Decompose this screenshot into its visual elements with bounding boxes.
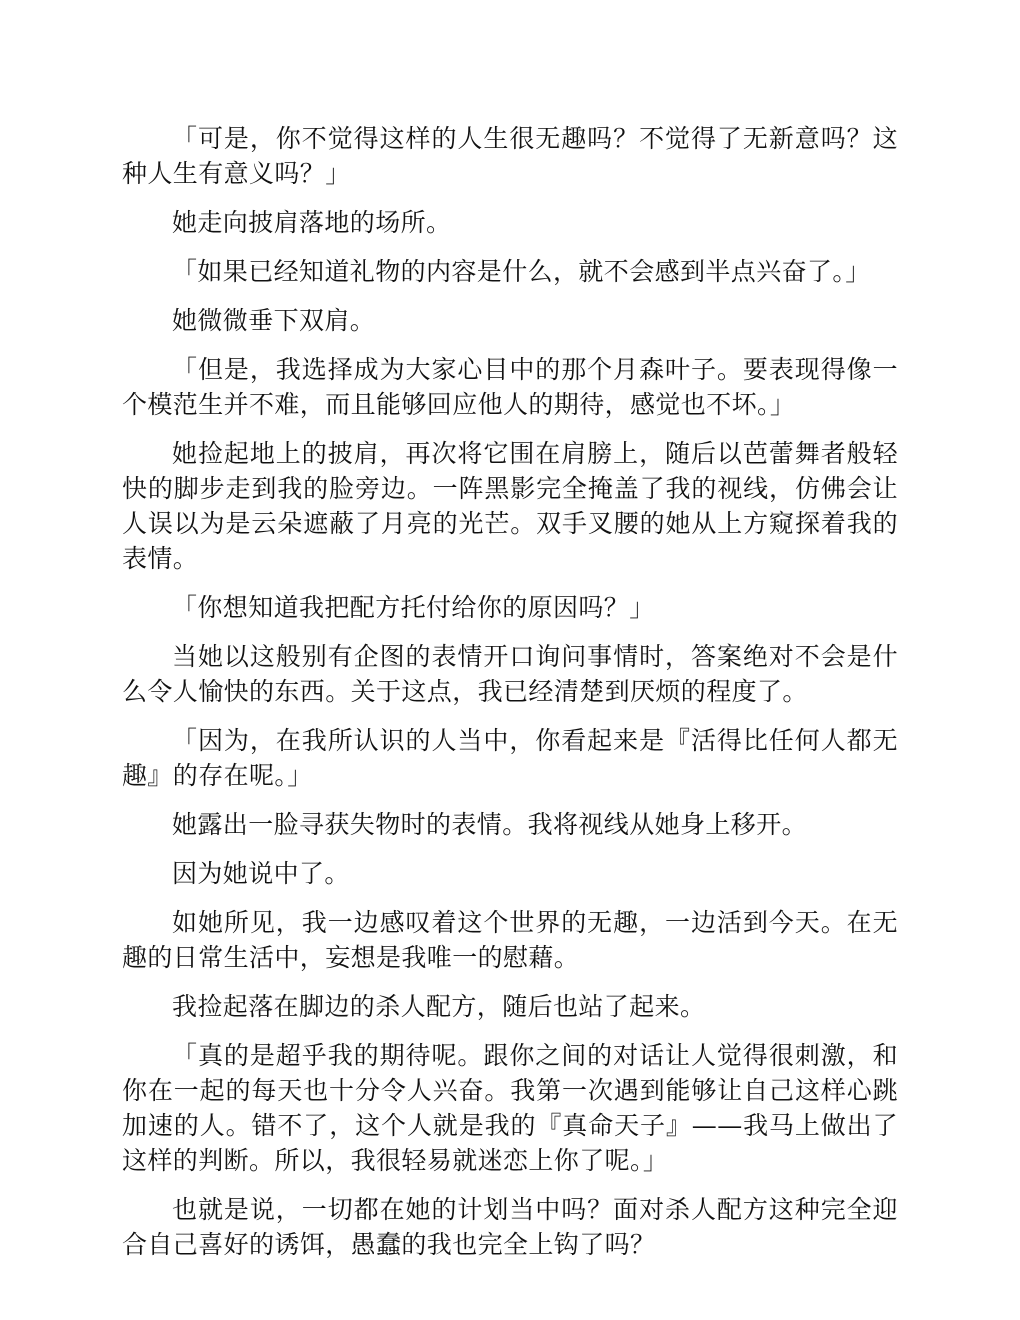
paragraph: 也就是说，一切都在她的计划当中吗？面对杀人配方这种完全迎合自己喜好的诱饵，愚蠢的我也完全上钩了吗？ (122, 1195, 898, 1259)
paragraph: 当她以这般别有企图的表情开口询问事情时，答案绝对不会是什么令人愉快的东西。关于这点，我已经清楚到厌烦的程度了。 (122, 642, 898, 706)
paragraph: 「但是，我选择成为大家心目中的那个月森叶子。要表现得像一个模范生并不难，而且能够回应他人的期待，感觉也不坏。」 (122, 355, 898, 419)
paragraph: 「如果已经知道礼物的内容是什么，就不会感到半点兴奋了。」 (172, 257, 871, 286)
body-text (122, 121, 898, 1276)
paragraph: 她微微垂下双肩。 (172, 306, 376, 335)
paragraph: 她捡起地上的披肩，再次将它围在肩膀上，随后以芭蕾舞者般轻快的脚步走到我的脸旁边。一阵黑影完全掩盖了我的视线，仿佛会让人误以为是云朵遮蔽了月亮的光芒。双手叉腰的她从上方窥探着我的表情。 (122, 439, 898, 573)
paragraph: 「真的是超乎我的期待呢。跟你之间的对话让人觉得很刺激，和你在一起的每天也十分令人兴奋。我第一次遇到能够让自己这样心跳加速的人。错不了，这个人就是我的『真命天子』——我马上做出了这样的判断。所以，我很轻易就迷恋上你了呢。」 (122, 1041, 898, 1175)
paragraph: 她走向披肩落地的场所。 (172, 208, 452, 237)
paragraph: 我捡起落在脚边的杀人配方，随后也站了起来。 (172, 992, 706, 1021)
paragraph: 「因为，在我所认识的人当中，你看起来是『活得比任何人都无趣』的存在呢。」 (122, 726, 898, 790)
paragraph: 她露出一脸寻获失物时的表情。我将视线从她身上移开。 (172, 810, 808, 839)
paragraph: 「可是，你不觉得这样的人生很无趣吗？不觉得了无新意吗？这种人生有意义吗？」 (122, 124, 898, 188)
paragraph: 因为她说中了。 (172, 859, 350, 888)
paragraph: 「你想知道我把配方托付给你的原因吗？」 (172, 593, 655, 622)
paragraph: 如她所见，我一边感叹着这个世界的无趣，一边活到今天。在无趣的日常生活中，妄想是我唯一的慰藉。 (122, 908, 898, 972)
